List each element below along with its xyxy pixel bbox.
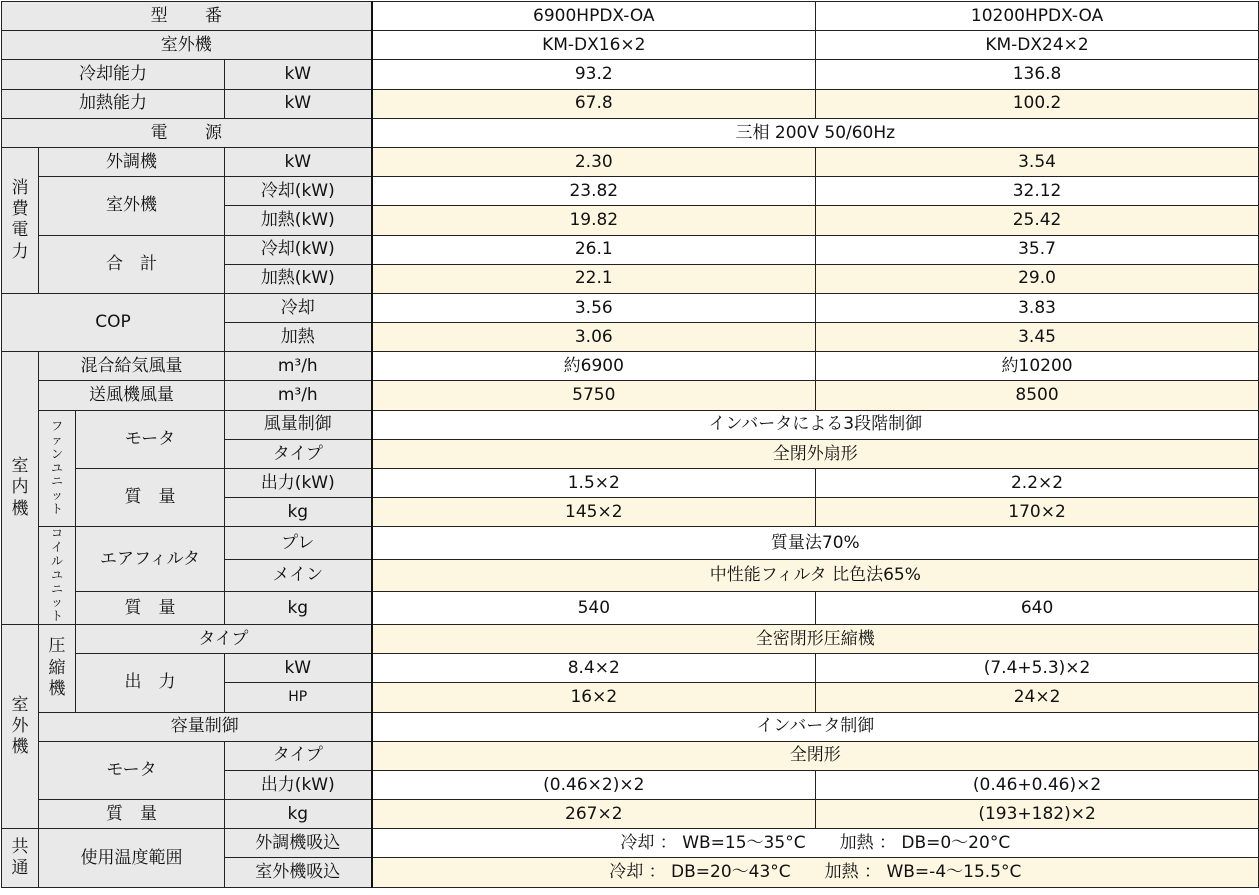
outdoor-heating-power-label: 加熱(kW) [225, 206, 372, 235]
compressor-kw-value-1: 8.4×2 [372, 654, 816, 683]
cop-cooling-row [2, 293, 1259, 322]
outdoor-section-label: 室 外 機 [2, 624, 39, 828]
outdoor-cooling-power-label: 冷却(kW) [225, 177, 372, 206]
pre-filter-value: 質量法70% [372, 527, 1259, 560]
coil-mass-value-1: 540 [372, 592, 816, 625]
cooling-capacity-row [2, 60, 1259, 89]
compressor-hp-value-1: 16×2 [372, 683, 816, 712]
outdoor-unit-row [2, 31, 1259, 60]
model-cell-1: 6900HPDX-OA [372, 2, 816, 31]
model-cell-2: 10200HPDX-OA [816, 2, 1259, 31]
oa-intake-row [2, 829, 1259, 858]
cooling-capacity-unit: kW [225, 60, 372, 89]
fan-air-label: 送風機風量 [39, 381, 225, 410]
cop-label: COP [2, 293, 225, 351]
capacity-control-value: インバータ制御 [372, 712, 1259, 741]
cop-cooling-label: 冷却 [225, 293, 372, 322]
outdoor-motor-type-value: 全閉形 [372, 741, 1259, 770]
outdoor-mass-value-1: 267×2 [372, 800, 816, 829]
fan-output-row [2, 469, 1259, 498]
fan-unit-label: フ ァ ン ユ ニ ッ ト [39, 410, 76, 527]
total-power-label: 合 計 [39, 235, 225, 293]
cop-cooling-value-1: 3.56 [372, 293, 816, 322]
outdoor-unit-cell-2: KM-DX24×2 [816, 31, 1259, 60]
coil-mass-unit: kg [225, 592, 372, 625]
outdoor-cooling-power-row [2, 177, 1259, 206]
fan-kg-value-2: 170×2 [816, 498, 1259, 527]
compressor-type-row [2, 624, 1259, 653]
outdoor-mass-unit: kg [225, 800, 372, 829]
compressor-hp-value-2: 24×2 [816, 683, 1259, 712]
compressor-hp-label: HP [225, 683, 372, 712]
coil-mass-row [2, 592, 1259, 625]
coil-unit-label: コ イ ル ユ ニ ッ ト [39, 527, 76, 625]
compressor-kw-row [2, 654, 1259, 683]
outdoor-motor-type-label: タイプ [225, 741, 372, 770]
outdoor-motor-label: モータ [39, 741, 225, 799]
fan-control-label: 風量制御 [225, 410, 372, 439]
temperature-range-label: 使用温度範囲 [39, 829, 225, 887]
total-heating-power-label: 加熱(kW) [225, 264, 372, 293]
compressor-type-value: 全密閉形圧縮機 [372, 624, 1259, 653]
model-row [2, 2, 1259, 31]
common-label: 共 通 [2, 829, 39, 887]
filter-label: エアフィルタ [76, 527, 225, 592]
outdoor-motor-output-value-1: (0.46×2)×2 [372, 770, 816, 799]
fan-kg-label: kg [225, 498, 372, 527]
pre-filter-label: プレ [225, 527, 372, 560]
fan-type-value: 全閉外扇形 [372, 439, 1259, 468]
total-cooling-power-value-2: 35.7 [816, 235, 1259, 264]
outdoor-motor-output-value-2: (0.46+0.46)×2 [816, 770, 1259, 799]
fan-motor-label: モータ [76, 410, 225, 468]
power-supply-row [2, 118, 1259, 147]
total-cooling-power-label: 冷却(kW) [225, 235, 372, 264]
outdoor-mass-label: 質 量 [39, 800, 225, 829]
total-heating-power-value-1: 22.1 [372, 264, 816, 293]
compressor-output-label: 出 力 [76, 654, 225, 712]
fan-output-value-2: 2.2×2 [816, 469, 1259, 498]
outdoor-motor-type-row [2, 741, 1259, 770]
oa-power-unit: kW [225, 147, 372, 176]
outdoor-heating-power-value-1: 19.82 [372, 206, 816, 235]
oa-intake-value: 冷却 ： WB=15〜35°C 加熱 ： DB=0〜20°C [372, 829, 1259, 858]
cop-heating-label: 加熱 [225, 323, 372, 352]
outdoor-power-label: 室外機 [39, 177, 225, 235]
heating-capacity-unit: kW [225, 89, 372, 118]
coil-mass-label: 質 量 [76, 592, 225, 625]
pre-filter-row [2, 527, 1259, 560]
fan-air-unit: m³/h [225, 381, 372, 410]
mixed-air-unit: m³/h [225, 352, 372, 381]
outdoor-mass-row [2, 800, 1259, 829]
capacity-control-row [2, 712, 1259, 741]
capacity-control-label: 容量制御 [39, 712, 372, 741]
power-supply-value: 三相 200V 50/60Hz [372, 118, 1259, 147]
model-label: 型 番 [2, 2, 372, 31]
coil-mass-value-2: 640 [816, 592, 1259, 625]
compressor-type-label: タイプ [76, 624, 372, 653]
fan-control-row [2, 410, 1259, 439]
fan-output-label: 出力(kW) [225, 469, 372, 498]
compressor-kw-label: kW [225, 654, 372, 683]
outdoor-intake-value: 冷却 ： DB=20〜43°C 加熱 ： WB=-4〜15.5°C [372, 858, 1259, 887]
oa-intake-label: 外調機吸込 [225, 829, 372, 858]
total-heating-power-value-2: 29.0 [816, 264, 1259, 293]
outdoor-unit-cell-1: KM-DX16×2 [372, 31, 816, 60]
oa-power-label: 外調機 [39, 147, 225, 176]
fan-air-value-1: 5750 [372, 381, 816, 410]
heating-capacity-value-1: 67.8 [372, 89, 816, 118]
compressor-label: 圧 縮 機 [39, 624, 76, 712]
fan-kg-value-1: 145×2 [372, 498, 816, 527]
cop-cooling-value-2: 3.83 [816, 293, 1259, 322]
outdoor-intake-label: 室外機吸込 [225, 858, 372, 887]
cooling-capacity-value-2: 136.8 [816, 60, 1259, 89]
fan-control-value: インバータによる3段階制御 [372, 410, 1259, 439]
cooling-capacity-value-1: 93.2 [372, 60, 816, 89]
fan-output-value-1: 1.5×2 [372, 469, 816, 498]
total-cooling-power-row [2, 235, 1259, 264]
outdoor-mass-value-2: (193+182)×2 [816, 800, 1259, 829]
heating-capacity-row [2, 89, 1259, 118]
fan-type-label: タイプ [225, 439, 372, 468]
outdoor-cooling-power-value-2: 32.12 [816, 177, 1259, 206]
indoor-label: 室 内 機 [2, 352, 39, 625]
oa-power-value-2: 3.54 [816, 147, 1259, 176]
fan-mass-label: 質 量 [76, 469, 225, 527]
cop-heating-value-2: 3.45 [816, 323, 1259, 352]
heating-capacity-label: 加熱能力 [2, 89, 225, 118]
cooling-capacity-label: 冷却能力 [2, 60, 225, 89]
mixed-air-row [2, 352, 1259, 381]
power-consumption-label: 消 費 電 力 [2, 147, 39, 293]
main-filter-value: 中性能フィルタ 比色法65% [372, 559, 1259, 592]
mixed-air-value-1: 約6900 [372, 352, 816, 381]
fan-air-value-2: 8500 [816, 381, 1259, 410]
compressor-kw-value-2: (7.4+5.3)×2 [816, 654, 1259, 683]
oa-power-value-1: 2.30 [372, 147, 816, 176]
total-cooling-power-value-1: 26.1 [372, 235, 816, 264]
spec-table [1, 1, 1259, 888]
oa-power-row [2, 147, 1259, 176]
outdoor-cooling-power-value-1: 23.82 [372, 177, 816, 206]
outdoor-heating-power-value-2: 25.42 [816, 206, 1259, 235]
main-filter-label: メイン [225, 559, 372, 592]
fan-air-row [2, 381, 1259, 410]
outdoor-unit-label: 室外機 [2, 31, 372, 60]
power-supply-label: 電 源 [2, 118, 372, 147]
mixed-air-label: 混合給気風量 [39, 352, 225, 381]
cop-heating-value-1: 3.06 [372, 323, 816, 352]
outdoor-motor-output-label: 出力(kW) [225, 770, 372, 799]
heating-capacity-value-2: 100.2 [816, 89, 1259, 118]
mixed-air-value-2: 約10200 [816, 352, 1259, 381]
